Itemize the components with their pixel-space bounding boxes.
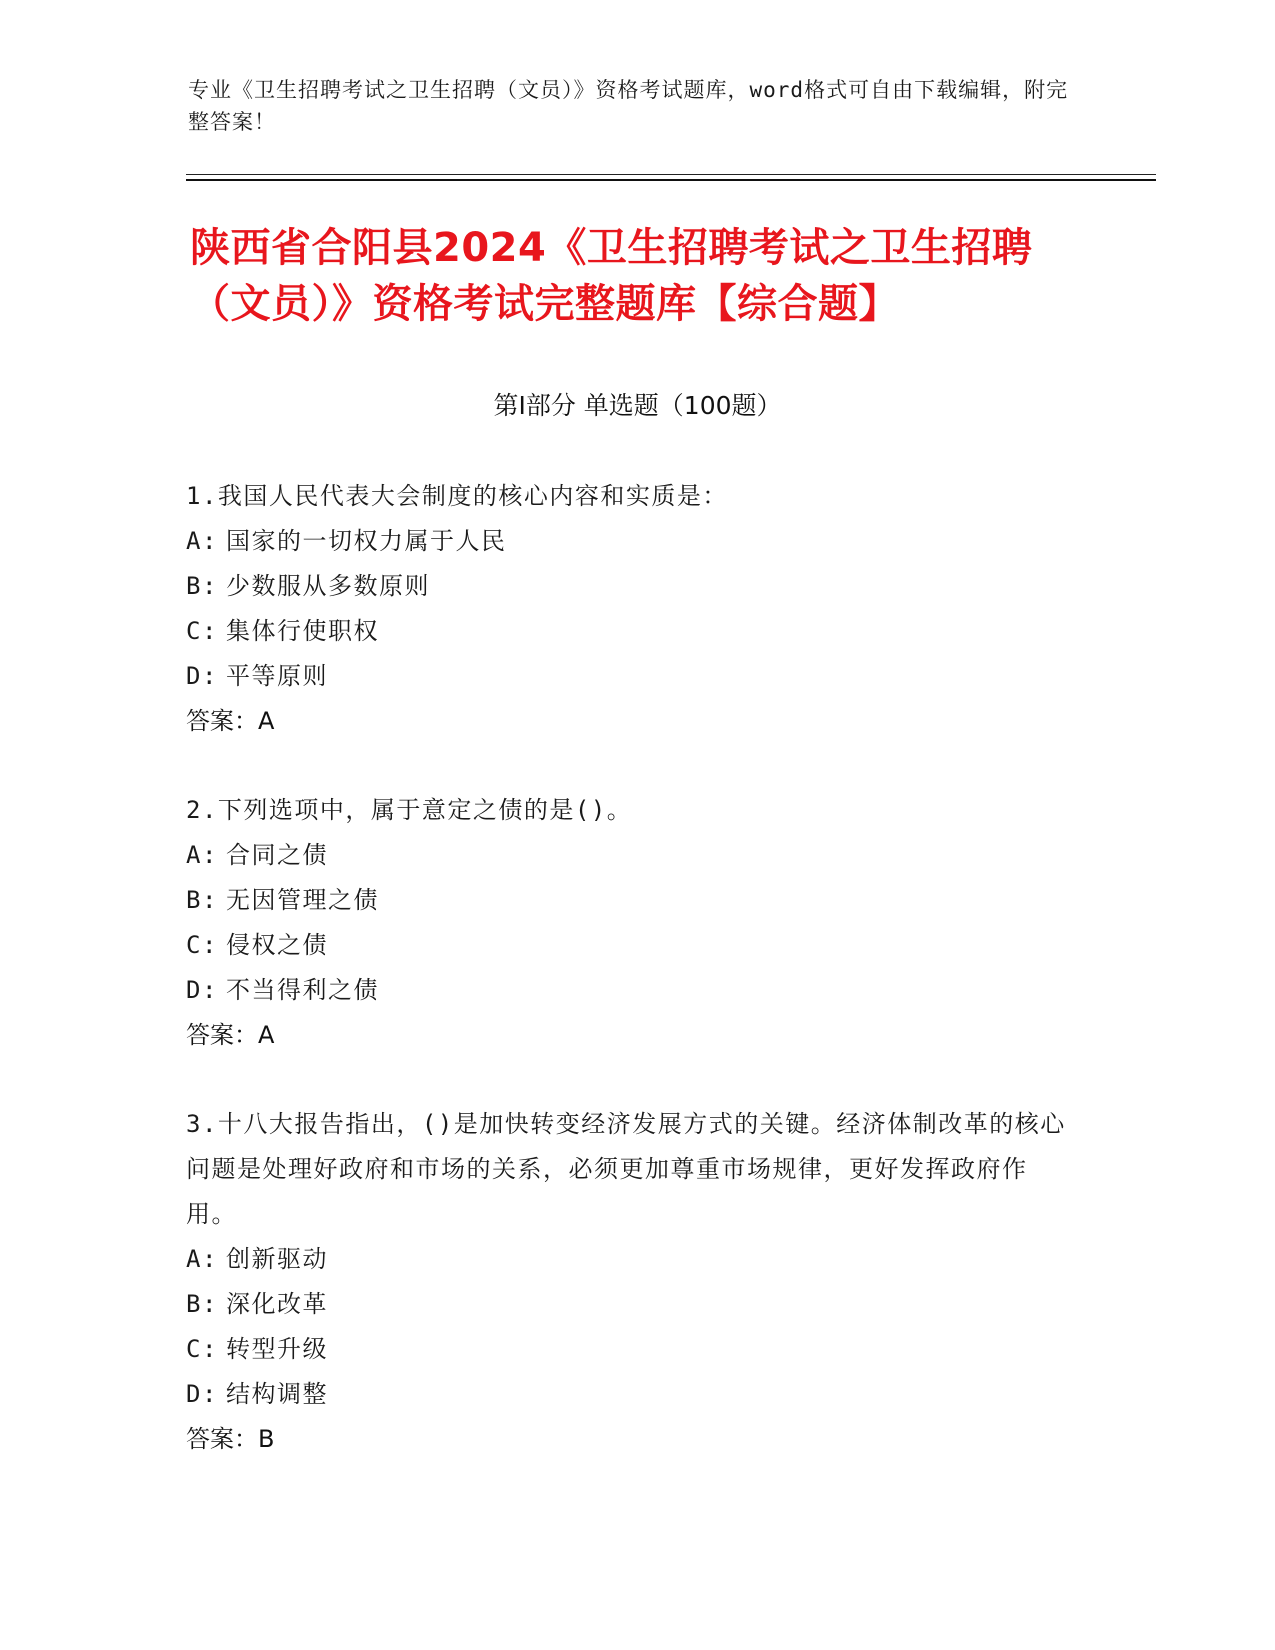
option-letter: D:	[186, 976, 218, 1004]
section-title: 第Ⅰ部分 单选题（100题）	[493, 391, 782, 420]
option-text: 深化改革	[226, 1290, 328, 1318]
option-text: 国家的一切权力属于人民	[226, 527, 507, 555]
option-text: 平等原则	[226, 662, 328, 690]
document-title: 陕西省合阳县2024《卫生招聘考试之卫生招聘（文员）》资格考试完整题库【综合题】	[190, 225, 1033, 327]
question-text: 1.我国人民代表大会制度的核心内容和实质是：	[186, 482, 728, 510]
header-note: 专业《卫生招聘考试之卫生招聘（文员）》资格考试题库，word格式可自由下载编辑，附完整答案！	[188, 78, 1069, 134]
option-a	[186, 519, 1066, 564]
option-d	[186, 968, 1066, 1013]
option-c	[186, 1327, 1066, 1372]
option-letter: A:	[186, 527, 218, 555]
question-2	[186, 788, 1066, 1058]
answer: 答案：B	[186, 1425, 275, 1453]
option-text: 合同之债	[226, 841, 328, 869]
option-b	[186, 878, 1066, 923]
option-d	[186, 1372, 1066, 1417]
option-letter: C:	[186, 931, 218, 959]
question-text: 2.下列选项中，属于意定之债的是()。	[186, 796, 633, 824]
option-b	[186, 1282, 1066, 1327]
option-text: 不当得利之债	[226, 976, 379, 1004]
option-a	[186, 1237, 1066, 1282]
option-letter: B:	[186, 1290, 218, 1318]
option-text: 结构调整	[226, 1380, 328, 1408]
option-letter: A:	[186, 1245, 218, 1273]
option-letter: A:	[186, 841, 218, 869]
option-text: 集体行使职权	[226, 617, 379, 645]
question-3	[186, 1102, 1066, 1462]
header-divider	[186, 174, 1156, 175]
option-c	[186, 609, 1066, 654]
header-divider-thick	[186, 179, 1156, 181]
answer: 答案：A	[186, 1021, 275, 1049]
question-text: 3.十八大报告指出，()是加快转变经济发展方式的关键。经济体制改革的核心问题是处理好政府和市场的关系，必须更加尊重市场规律，更好发挥政府作用。	[186, 1110, 1066, 1228]
option-letter: D:	[186, 662, 218, 690]
option-letter: B:	[186, 886, 218, 914]
option-text: 少数服从多数原则	[226, 572, 430, 600]
option-d	[186, 654, 1066, 699]
option-b	[186, 564, 1066, 609]
option-a	[186, 833, 1066, 878]
answer: 答案：A	[186, 707, 275, 735]
option-letter: C:	[186, 1335, 218, 1363]
option-c	[186, 923, 1066, 968]
option-text: 创新驱动	[226, 1245, 328, 1273]
option-text: 侵权之债	[226, 931, 328, 959]
option-text: 转型升级	[226, 1335, 328, 1363]
question-1	[186, 474, 1066, 744]
question-list	[186, 474, 1066, 1506]
option-text: 无因管理之债	[226, 886, 379, 914]
option-letter: B:	[186, 572, 218, 600]
option-letter: D:	[186, 1380, 218, 1408]
option-letter: C:	[186, 617, 218, 645]
